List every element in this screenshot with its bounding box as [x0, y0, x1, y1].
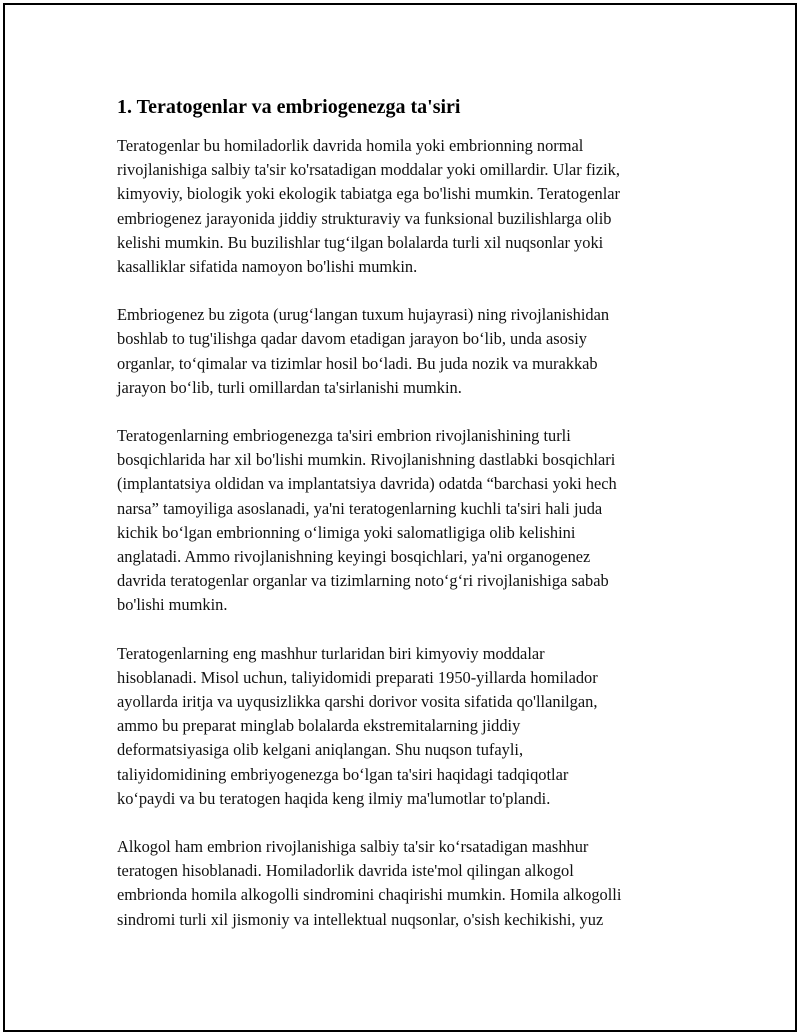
- text-line: hisoblanadi. Misol uchun, taliyidomidi preparati 1950-yillarda homilador: [117, 667, 598, 687]
- paragraph-1: [117, 134, 697, 279]
- paragraph-4: [117, 642, 697, 811]
- text-line: Teratogenlarning eng mashhur turlaridan biri kimyoviy moddalar: [117, 643, 545, 663]
- text-line: deformatsiyasiga olib kelgani aniqlangan. Shu nuqson tufayli,: [117, 740, 524, 760]
- paragraph-5: [117, 835, 697, 932]
- paragraph-3: [117, 424, 697, 618]
- text-line: boshlab to tug'ilishga qadar davom etadigan jarayon bo‘lib, unda asosiy: [117, 329, 587, 349]
- text-line: kimyoviy, biologik yoki ekologik tabiatga ega bo'lishi mumkin. Teratogenlar: [117, 184, 621, 204]
- text-line: (implantatsiya oldidan va implantatsiya davrida) odatda “barchasi yoki hech: [117, 474, 617, 494]
- text-line: ko‘paydi va bu teratogen haqida keng ilmiy ma'lumotlar to'plandi.: [117, 788, 551, 808]
- text-line: anglatadi. Ammo rivojlanishning keyingi bosqichlari, ya'ni organogenez: [117, 547, 591, 567]
- document-body: [117, 88, 697, 956]
- paragraph-2: [117, 303, 697, 400]
- text-line: embrionda homila alkogolli sindromini chaqirishi mumkin. Homila alkogolli: [117, 885, 622, 905]
- text-line: embriogenez jarayonida jiddiy strukturaviy va funksional buzilishlarga olib: [117, 208, 612, 228]
- text-line: Teratogenlarning embriogenezga ta'siri embrion rivojlanishining turli: [117, 426, 571, 446]
- text-line: jarayon bo‘lib, turli omillardan ta'sirlanishi mumkin.: [117, 377, 462, 397]
- text-line: kasalliklar sifatida namoyon bo'lishi mumkin.: [117, 257, 418, 277]
- text-line: kelishi mumkin. Bu buzilishlar tug‘ilgan bolalarda turli xil nuqsonlar yoki: [117, 232, 604, 252]
- text-line: rivojlanishiga salbiy ta'sir ko'rsatadigan moddalar yoki omillardir. Ular fizik,: [117, 160, 620, 180]
- text-line: organlar, to‘qimalar va tizimlar hosil bo‘ladi. Bu juda nozik va murakkab: [117, 353, 598, 373]
- text-line: ayollarda iritja va uyqusizlikka qarshi dorivor vosita sifatida qo'llanilgan,: [117, 692, 598, 712]
- text-line: bosqichlarida har xil bo'lishi mumkin. Rivojlanishning dastlabki bosqichlari: [117, 450, 616, 470]
- text-line: Embriogenez bu zigota (urug‘langan tuxum hujayrasi) ning rivojlanishidan: [117, 305, 610, 325]
- text-line: taliyidomidining embriyogenezga bo‘lgan ta'siri haqidagi tadqiqotlar: [117, 764, 569, 784]
- text-line: Teratogenlar bu homiladorlik davrida homila yoki embrionning normal: [117, 136, 584, 155]
- text-line: Alkogol ham embrion rivojlanishiga salbiy ta'sir ko‘rsatadigan mashhur: [117, 837, 589, 857]
- text-line: davrida teratogenlar organlar va tizimlarning noto‘g‘ri rivojlanishiga sabab: [117, 571, 609, 591]
- text-line: narsa” tamoyiliga asoslanadi, ya'ni teratogenlarning kuchli ta'siri hali juda: [117, 498, 603, 518]
- text-line: ammo bu preparat minglab bolalarda ekstremitalarning jiddiy: [117, 716, 521, 736]
- text-line: sindromi turli xil jismoniy va intellektual nuqsonlar, o'sish kechikishi, yuz: [117, 909, 604, 929]
- text-line: teratogen hisoblanadi. Homiladorlik davrida iste'mol qilingan alkogol: [117, 861, 574, 881]
- section-title: 1. Teratogenlar va embriogenezga ta'siri: [117, 96, 461, 118]
- text-line: bo'lishi mumkin.: [117, 595, 228, 615]
- text-line: kichik bo‘lgan embrionning o‘limiga yoki salomatligiga olib kelishini: [117, 522, 576, 542]
